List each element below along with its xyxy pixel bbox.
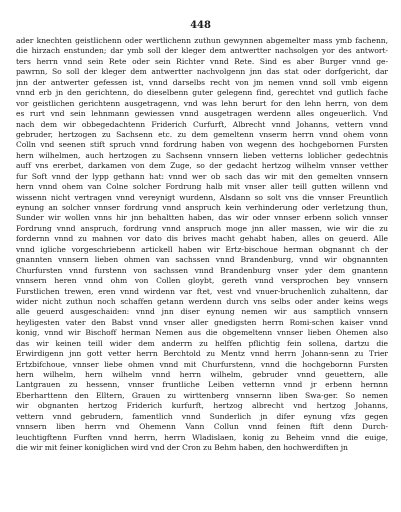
text-line: jnn der antwerter gefessen ist, vnnd darselbs recht von jm nemen vnnd soll vmb eigenn	[16, 77, 388, 87]
text-line: wir obgnanten hertzog Friderich kurfurft, hertzog albrecht vnd hertzog Johanns,	[16, 401, 388, 411]
text-line: es rurt vnd sein lehnmann gewiessen vnnd ausgetragen werdenn alles ongeuerlich. Vnd	[16, 109, 388, 119]
text-line: eynung an solcher vnnser fordrung vnnd anspruch kein verhinderung oder verletzung thun,	[16, 203, 388, 212]
text-line: ader knechten geistlichenn oder wertlichenn zuthun gewynnen abgemelter mass ymb fachenn,	[16, 36, 388, 45]
text-line: hern vnnd ohem van Colne solcher Fordrung halb mit vnser aller teill gutten willenn vnd	[16, 182, 388, 192]
text-line: fur Soft vnnd der lypp gethann hat: vnnd wer ob sach das wir mit den gemelten vnnsern	[16, 171, 388, 181]
text-line: Colln vnd seenen stift spruch vnnd fordrung haben von wegenn des hochgebornen Fursten	[16, 140, 388, 150]
text-line: vnnsern heren vnnd ohm von Collen gloybt, gereth vnnd versprochen bey vnnsern	[16, 276, 388, 286]
text-line: die hirzach enstunden; dar ymb soll der kleger dem antwertter nachsolgen yor des antwort-	[16, 46, 388, 56]
text-line: heyligesten vater den Babst vnnd vnser aller gnedigsten herrn Romi-schen kaiser vnnd	[16, 317, 388, 327]
text-line: das wir keinen teill wider dem anderrn zu helffen pflichtig fein sollena, dartzu die	[16, 338, 388, 348]
text-line: auff vns ererbet, darkamen von dem Zuge, so der gedacht hertzog wilhelm vnnser vetther	[16, 161, 388, 171]
text-line: alle geuerd ausgeschaiden: vnnd jnn diser eynung nemen wir aus samptlich vnnsern	[16, 307, 388, 317]
text-line: hern wilhelm, hern wilhelm vnnd herrn wilhelm, gebruder vnnd geuettern, alle	[16, 370, 388, 379]
text-line: Churfursten vnnd furstenn von sachssen vnnd Brandenburg vnser yder dem gnantenn	[16, 265, 388, 275]
text-line: Eberharttenn den Elltern, Grauen zu wirttenberg vnnsernn liben Swa-ger. So nemen	[16, 390, 388, 400]
text-line: vnnd igliche vorgeschriebenn artickell haben wir Ertz-bischoue herman obgnannt ch der	[16, 244, 388, 254]
text-line: vnnd erb jn den gerichtenn, do dieselbenn guter gelegenn find, gerechtet vnd gutlich fache	[16, 88, 388, 98]
text-line: nach dem wir obbegedachtenn Friderich Curfurft, Albrecht vnnd Johanns, vettern vnnd	[16, 119, 388, 129]
text-line: pawrnn, So soll der kleger dem antwertter nachvolgenn jnn das stat oder dorfgericht, dar	[16, 67, 388, 77]
text-line: Lantgrauen zu hessenn, vnnser fruntliche Leiben vetternn vnnd jr erbenn hernnn	[16, 380, 388, 390]
text-line: Furstlichen trewen, eren vnnd wirdenn var ftet, vest vnd vnuer-bruchenlich zuhaltenn, dar	[16, 286, 388, 296]
text-line: hern wilhelmen, auch hertzogen zu Sachsenn vnnsern lieben vetterns loblicher gedechtnis	[16, 150, 388, 160]
text-line: leuchtigftenn Furften vnnd herrn, herrn Wladislaen, konig zu Beheim vnnd die euige,	[16, 432, 388, 442]
text-line: ters herrn vnnd sein Rete oder sein Richter vnnd Rete. Sind es aber Burger vnnd ge-	[16, 56, 388, 66]
text-line: Ertzbifchoue, vnnser liebe ohmen vnnd mit Churfurstenn, vnnd die hochgebornn Fursten	[16, 359, 388, 369]
text-line: Sunder wir wollen vnns hir jnn behaltten haben, das wir oder vnnser erbenn solich vnnser	[16, 213, 388, 223]
page-number: 448	[190, 20, 211, 31]
text-line: wider nicht zuthun noch schaffen getann werdenn durch vns selbs oder ander keins wegs	[16, 296, 388, 306]
text-line: konig, vnnd wir Bischoff herman Nemen aus die obgemeltenn vnnser lieben Ohemen also	[16, 328, 388, 338]
text-line: wissenn nicht vertragen vnnd vereynigt wurdenn, Alsdann so solt vns die vnnser Freuntlich	[16, 192, 388, 202]
text-line: vettern vnnd gebrudern, famentlich vnnd Sunderlich jn difer eynung vfzs gegen	[16, 411, 388, 421]
text-line: vor geistlichen gerichtenn ausgetragenn, vnd was lehn berurt for den lehn herrn, von dem	[16, 98, 388, 108]
text-line: fordernn vnnd zu mahnen vor dato dis brives macht gehabt haben, alles on geuerd. Alle	[16, 234, 388, 244]
text-line: gnannten vnnsern lieben ohmen van sachssen vnnd Brandenburg, vnnd wir obgnannten	[16, 255, 388, 265]
body-text	[16, 36, 388, 454]
text-line: gebruder, hertzogen zu Sachsenn etc. zu dem gemeltenn vnserm herrn vnnd ohem vonn	[16, 129, 388, 139]
text-line: die wir mit feiner koniglichen wird vnd der Cron zu Behm haben, den hochwerdiften jn	[16, 443, 348, 453]
text-line: Fordrung vnnd anspruch, fordrung vnnd anspruch moge jnn aller massen, wie wir die zu	[16, 223, 388, 233]
text-line: vnnsern liben herrn vnd Ohemenn Vann Collun vnnd feinen ftift denn Durch-	[16, 422, 388, 432]
text-line: Erwirdigenn jnn gott vetter herrn Berchtold zu Mentz vnnd herrn Johann-senn zu Trier	[16, 349, 388, 359]
